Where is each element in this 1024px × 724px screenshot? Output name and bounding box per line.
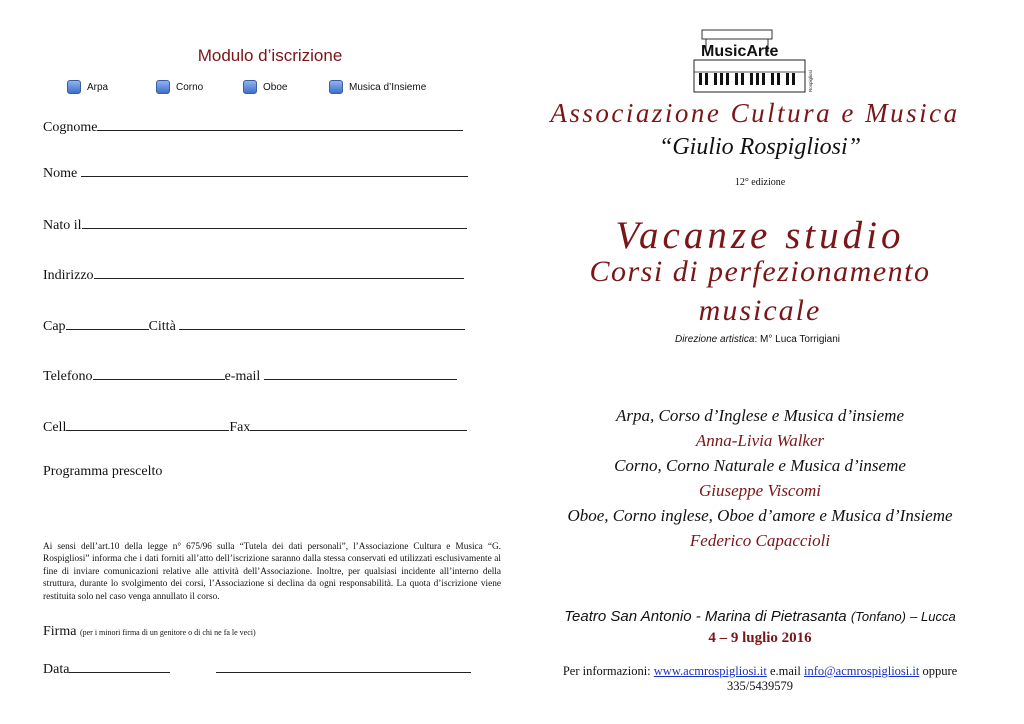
checkbox-corno[interactable] [156,80,203,94]
checkbox-box[interactable] [156,80,170,94]
checkbox-box[interactable] [67,80,81,94]
venue [530,608,990,625]
checkbox-oboe[interactable] [243,80,287,94]
direction-label: Direzione artistica [674,334,755,345]
email-link[interactable]: info@acmrospigliosi.it [804,664,920,678]
data-field[interactable] [43,660,471,678]
cell-label: Cell [43,420,67,435]
cell-line[interactable] [66,418,229,431]
checkbox-label: Oboe [263,81,288,93]
privacy-notice: Ai sensi dell’art.10 della legge n° 675/96 sulla “Tutela dei dati personali”, l’Associazione Cultura e Musica “G. Rospigliosi” informa che i dati forniti all’atto dell’iscrizione saranno dalla stessa conservati ed utilizzati esclusivamente al fine di inviare comunicazioni relative alle attività dell’Associazione. Inoltre, per qualsiasi incidente all’interno della struttura, durante lo svolgimento dei corsi, l’Associazione si declina da ogni responsabilità. La quota d’iscrizione viene restituita solo nel caso venga annullato il corso. [43,542,501,602]
nome-field[interactable] [43,164,468,182]
email-label: e.mail [769,664,801,678]
musicarte-logo [692,26,816,96]
form-title: Modulo d’iscrizione [197,46,343,65]
cap-citta-field[interactable] [43,317,465,335]
checkbox-label: Musica d’Insieme [349,81,427,93]
teacher-3: Federico Capaccioli [689,531,831,550]
indirizzo-line[interactable] [94,266,464,279]
fax-label: Fax [229,420,251,435]
checkbox-label: Arpa [87,81,109,93]
programma-label: Programma prescelto [43,464,163,479]
website-link[interactable]: www.acmrospigliosi.it [653,664,767,678]
phone-number: 335/5439579 [727,679,793,693]
cell-fax-field[interactable] [43,418,467,436]
phone-prefix: oppure [922,664,958,678]
teacher-2: Giuseppe Viscomi [699,481,821,500]
nato-il-field[interactable] [43,216,467,234]
checkbox-box[interactable] [329,80,343,94]
nome-label: Nome [43,166,78,181]
contact-info [540,664,980,694]
firma-label: Firma [43,624,77,639]
fax-line[interactable] [250,418,467,431]
telefono-email-field[interactable] [43,367,457,385]
telefono-label: Telefono [43,369,93,384]
cognome-line[interactable] [97,118,463,131]
checkbox-musica-insieme[interactable] [329,80,426,94]
venue-name: Teatro San Antonio - Marina di Pietrasanta [564,608,847,625]
citta-line[interactable] [179,317,465,330]
event-dates: 4 – 9 luglio 2016 [708,630,812,646]
headline-subtitle-2: musicale [698,294,822,327]
association-name: Associazione Cultura e Musica [550,98,960,128]
association-subtitle: “Giulio Rospigliosi” [658,134,862,160]
indirizzo-field[interactable] [43,266,464,284]
data-label: Data [43,662,70,677]
cognome-label: Cognome [43,120,98,135]
headline-title: Vacanze studio [615,214,905,257]
nato-il-label: Nato il [43,218,82,233]
direction-name: : M° Luca Torrigiani [754,334,840,345]
teacher-1: Anna-Livia Walker [695,431,825,450]
email-line[interactable] [264,367,457,380]
logo-text: MusicArte [701,43,779,60]
info-label: Per informazioni: [562,664,651,678]
course-3: Oboe, Corno inglese, Oboe d’amore e Musica d’Insieme [567,506,953,525]
venue-area: (Tonfano) [850,609,906,624]
artistic-direction [675,334,840,345]
checkbox-label: Corno [176,81,204,93]
course-1: Arpa, Corso d’Inglese e Musica d’insieme [615,406,904,425]
indirizzo-label: Indirizzo [43,268,94,283]
citta-label: Città [148,319,176,334]
telefono-line[interactable] [93,367,225,380]
nato-il-line[interactable] [82,216,467,229]
nome-line[interactable] [81,164,468,177]
edition: 12° edizione [734,177,786,188]
data-line[interactable] [69,660,170,673]
firma-field[interactable] [43,624,256,640]
headline-subtitle-1: Corsi di perfezionamento [589,255,931,288]
signature-line[interactable] [216,660,471,673]
course-2: Corno, Corno Naturale e Musica d’inseme [614,456,906,475]
cognome-field[interactable] [43,118,463,136]
logo-side-text: Rospigliosi [808,70,813,92]
firma-note: (per i minori firma di un genitore o di chi ne fa le veci) [79,628,256,637]
cap-line[interactable] [66,317,149,330]
venue-city: – Lucca [910,609,956,624]
cap-label: Cap [43,319,66,334]
checkbox-arpa[interactable] [67,80,108,94]
email-label: e-mail [224,369,261,384]
checkbox-box[interactable] [243,80,257,94]
